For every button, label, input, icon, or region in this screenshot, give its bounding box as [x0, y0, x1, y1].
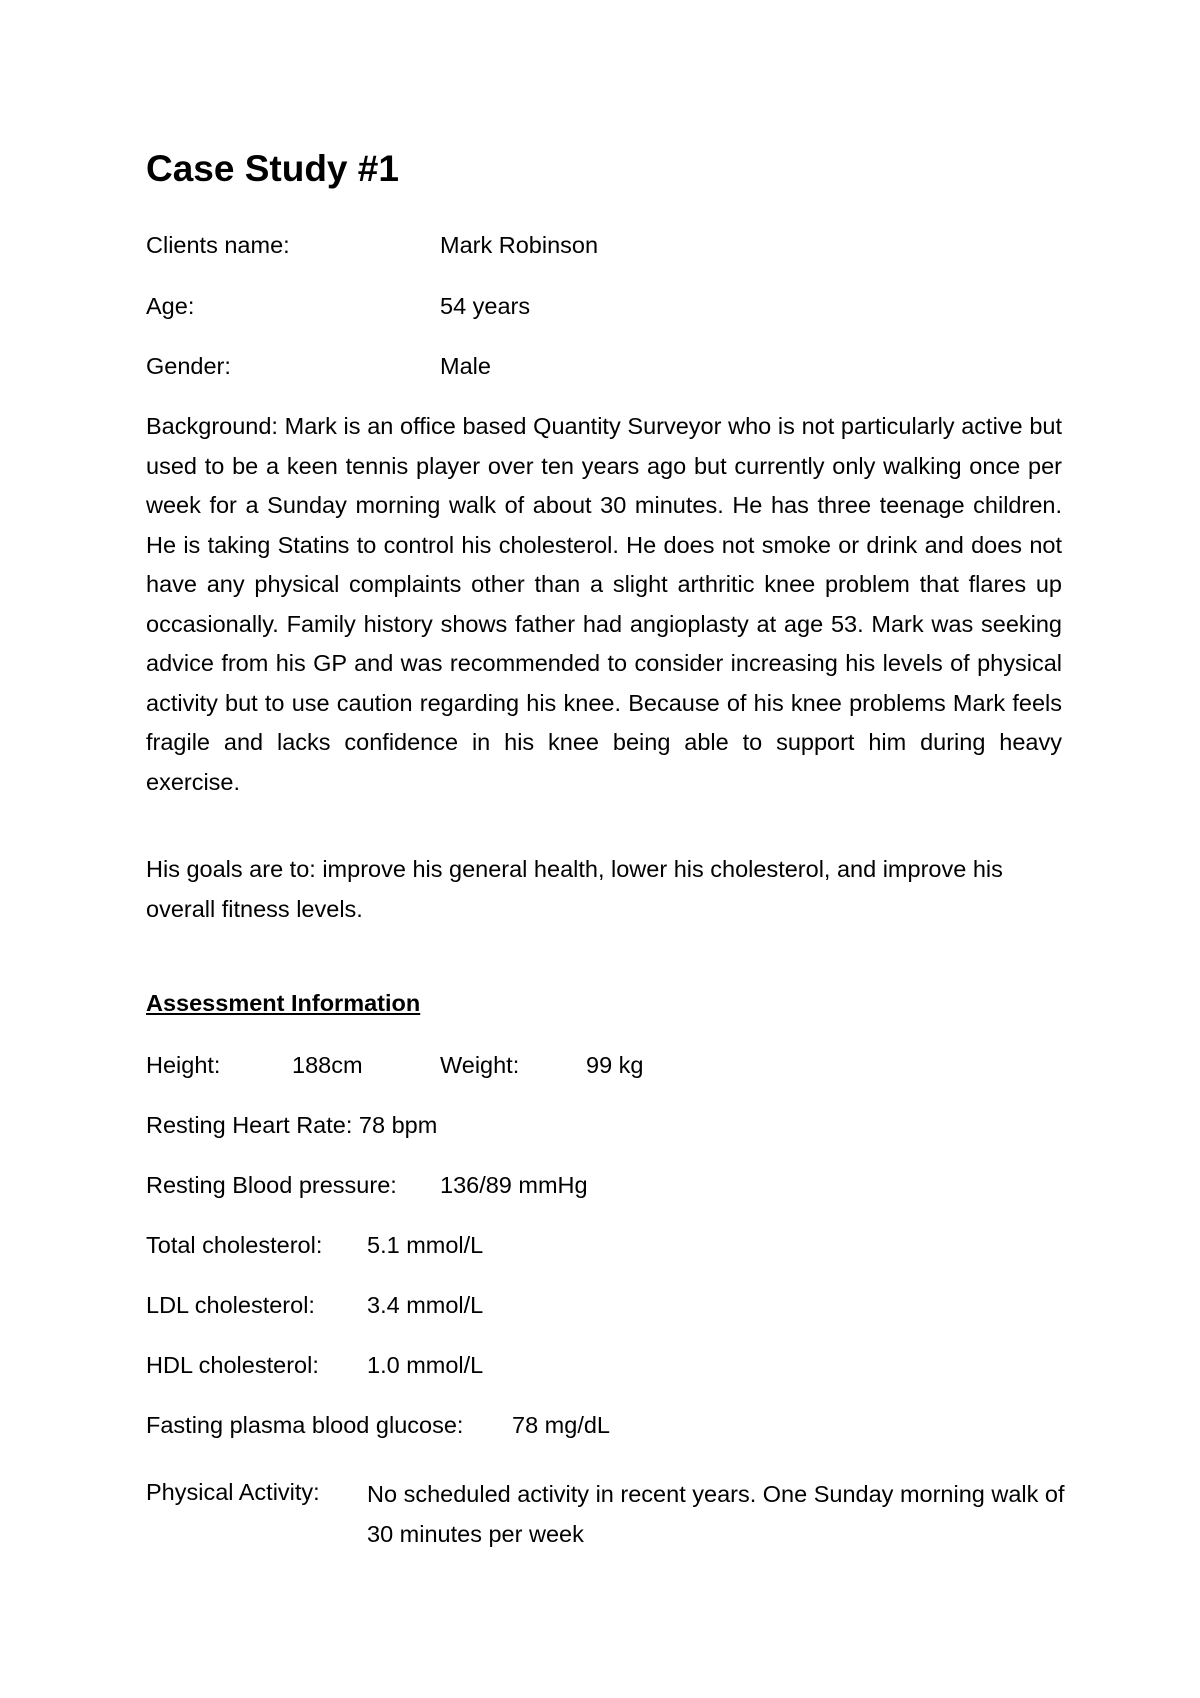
hdl-cholesterol-label: HDL cholesterol:	[146, 1352, 319, 1378]
client-name-label: Clients name:	[146, 232, 290, 258]
height-value: 188cm	[292, 1052, 363, 1078]
physical-activity-value: No scheduled activity in recent years. One Sunday morning walk of 30 minutes per week	[367, 1481, 1065, 1547]
blood-pressure-value: 136/89 mmHg	[440, 1172, 588, 1198]
blood-glucose-value: 78 mg/dL	[512, 1412, 610, 1438]
gender-value: Male	[440, 353, 491, 379]
age-value: 54 years	[440, 293, 531, 319]
physical-activity-label: Physical Activity:	[146, 1479, 320, 1505]
weight-label: Weight:	[440, 1052, 520, 1078]
gender-label: Gender:	[146, 353, 231, 379]
height-label: Height:	[146, 1052, 221, 1078]
blood-pressure-label: Resting Blood pressure:	[146, 1172, 397, 1198]
ldl-cholesterol-value: 3.4 mmol/L	[367, 1292, 484, 1318]
assessment-heading: Assessment Information	[146, 990, 421, 1016]
hdl-cholesterol-value: 1.0 mmol/L	[367, 1352, 484, 1378]
age-label: Age:	[146, 293, 195, 319]
client-name-value: Mark Robinson	[440, 232, 599, 258]
blood-glucose-label: Fasting plasma blood glucose:	[146, 1412, 464, 1438]
goals-paragraph: His goals are to: improve his general health, lower his cholesterol, and improve his overall fitness levels.	[146, 856, 1003, 922]
total-cholesterol-value: 5.1 mmol/L	[367, 1232, 484, 1258]
weight-value: 99 kg	[586, 1052, 644, 1078]
resting-heart-rate: Resting Heart Rate: 78 bpm	[146, 1112, 438, 1138]
page-title: Case Study #1	[146, 148, 399, 189]
total-cholesterol-label: Total cholesterol:	[146, 1232, 323, 1258]
background-paragraph: Background: Mark is an office based Quantity Surveyor who is not particularly active but used to be a keen tennis player over ten years ago but currently only walking once per week for a Sunday morning walk of about 30 minutes. He has three teenage children. He is taking Statins to control his cholesterol. He does not smoke or drink and does not have any physical complaints other than a slight arthritic knee problem that flares up occasionally. Family history shows father had angioplasty at age 53. Mark was seeking advice from his GP and was recommended to consider increasing his levels of physical activity but to use caution regarding his knee. Because of his knee problems Mark feels fragile and lacks confidence in his knee being able to support him during heavy exercise.	[146, 413, 1062, 795]
ldl-cholesterol-label: LDL cholesterol:	[146, 1292, 315, 1318]
